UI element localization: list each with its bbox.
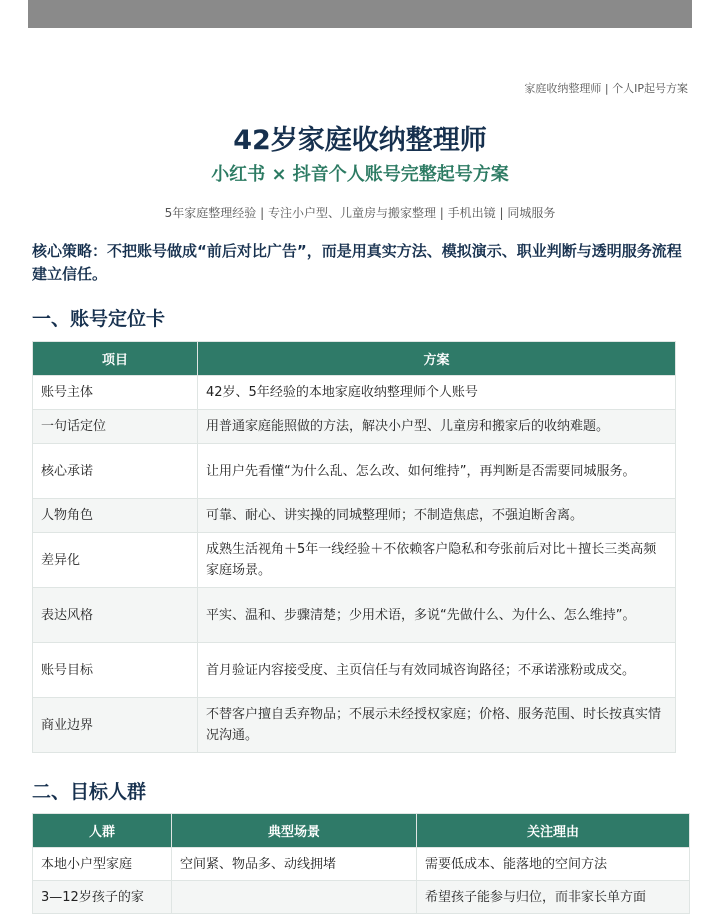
column-header: 关注理由 <box>417 814 690 848</box>
section-title-audience: 二、目标人群 <box>32 781 147 803</box>
column-header: 方案 <box>198 342 676 376</box>
header-note: 家庭收纳整理师 | 个人IP起号方案 <box>524 82 688 95</box>
meta-line: 5年家庭整理经验 | 专注小户型、儿童房与搬家整理 | 手机出镜 | 同城服务 <box>164 206 556 220</box>
column-header: 项目 <box>33 342 198 376</box>
table-row <box>33 588 676 643</box>
row-value: 可靠、耐心、讲实操的同城整理师；不制造焦虑，不强迫断舍离。 <box>198 499 676 533</box>
column-header: 人群 <box>33 814 172 848</box>
table-row <box>33 499 676 533</box>
row-value: 首月验证内容接受度、主页信任与有效同城咨询路径；不承诺涨粉或成交。 <box>198 643 676 698</box>
table-row <box>33 698 676 753</box>
table-row <box>33 444 676 499</box>
section-title-positioning: 一、账号定位卡 <box>32 308 166 330</box>
page-title: 42岁家庭收纳整理师 <box>233 125 487 156</box>
table-row <box>33 533 676 588</box>
row-scene: 空间紧、物品多、动线拥堵 <box>172 848 417 881</box>
table-header-row <box>33 342 676 376</box>
row-value: 让用户先看懂“为什么乱、怎么改、如何维持”，再判断是否需要同城服务。 <box>198 444 676 499</box>
core-strategy: 核心策略：不把账号做成“前后对比广告”，而是用真实方法、模拟演示、职业判断与透明服务流程建立信任。 <box>32 242 682 283</box>
table-header-row <box>33 814 690 848</box>
row-value: 成熟生活视角＋5年一线经验＋不依赖客户隐私和夸张前后对比＋擅长三类高频家庭场景。 <box>198 533 676 588</box>
row-label: 账号主体 <box>33 376 198 410</box>
row-label: 商业边界 <box>33 698 198 753</box>
table-row <box>33 643 676 698</box>
row-label: 核心承诺 <box>33 444 198 499</box>
positioning-table <box>32 341 676 753</box>
row-label: 差异化 <box>33 533 198 588</box>
row-label: 本地小户型家庭 <box>33 848 172 881</box>
row-label: 表达风格 <box>33 588 198 643</box>
row-value: 平实、温和、步骤清楚；少用术语，多说“先做什么、为什么、怎么维持”。 <box>198 588 676 643</box>
row-reason: 希望孩子能参与归位，而非家长单方面 <box>417 881 690 914</box>
page-subtitle: 小红书 × 抖音个人账号完整起号方案 <box>211 164 509 185</box>
row-label: 3—12岁孩子的家 <box>33 881 172 914</box>
column-header: 典型场景 <box>172 814 417 848</box>
row-value: 不替客户擅自丢弃物品；不展示未经授权家庭；价格、服务范围、时长按真实情况沟通。 <box>198 698 676 753</box>
row-label: 一句话定位 <box>33 410 198 444</box>
table-row <box>33 410 676 444</box>
table-row <box>33 376 676 410</box>
top-image-strip <box>28 0 692 28</box>
row-label: 账号目标 <box>33 643 198 698</box>
audience-table <box>32 813 690 914</box>
table-row <box>33 848 690 881</box>
row-value: 42岁、5年经验的本地家庭收纳整理师个人账号 <box>198 376 676 410</box>
row-scene <box>172 881 417 914</box>
table-row <box>33 881 690 914</box>
row-reason: 需要低成本、能落地的空间方法 <box>417 848 690 881</box>
row-value: 用普通家庭能照做的方法，解决小户型、儿童房和搬家后的收纳难题。 <box>198 410 676 444</box>
row-label: 人物角色 <box>33 499 198 533</box>
